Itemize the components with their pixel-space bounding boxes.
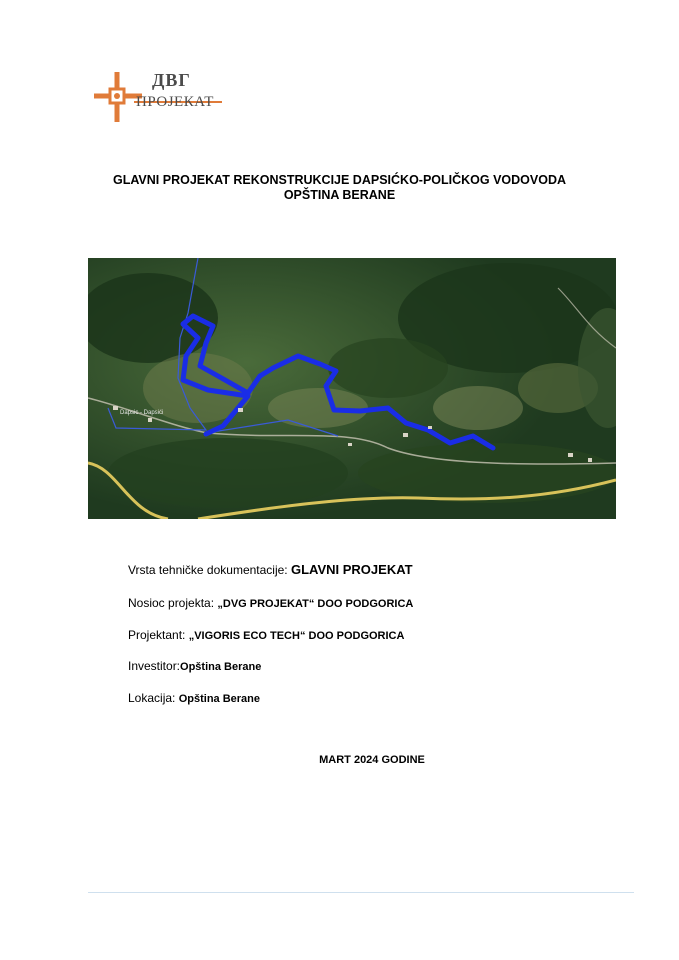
document-date: MART 2024 GODINE: [319, 754, 425, 766]
field-project-holder: [128, 596, 413, 610]
field-value: Opština Berane: [178, 693, 261, 705]
field-designer: [128, 628, 404, 642]
document-title: [60, 173, 619, 203]
field-label: Projektant:: [128, 628, 189, 642]
logo-text-top: ДВГ: [152, 70, 191, 90]
field-value: „DVG PROJEKAT“ DOO PODGORICA: [217, 598, 414, 610]
field-label: Vrsta tehničke dokumentacije:: [128, 563, 291, 577]
field-value: Opština Berane: [180, 661, 262, 673]
satellite-map: [88, 258, 616, 519]
field-label: Investitor:: [128, 659, 181, 673]
map-place-label: Dapsic - Dapsići: [120, 410, 164, 416]
field-value: „VIGORIS ECO TECH“ DOO PODGORICA: [188, 630, 405, 642]
field-value: GLAVNI PROJEKAT: [290, 562, 413, 577]
field-label: Lokacija:: [128, 691, 179, 705]
title-line-1: GLAVNI PROJEKAT REKONSTRUKCIJE DAPSIĆKO-POLIČKOG VODOVODA: [112, 173, 567, 187]
footer-divider: [88, 892, 634, 893]
field-label: Nosioc projekta:: [128, 596, 218, 610]
field-doc-type: [128, 562, 413, 577]
field-investor: [128, 659, 261, 673]
field-location: [128, 691, 260, 705]
title-line-2: OPŠTINA BERANE: [283, 188, 396, 202]
logo-text-bottom: ПРОЈЕКАТ: [136, 94, 214, 110]
